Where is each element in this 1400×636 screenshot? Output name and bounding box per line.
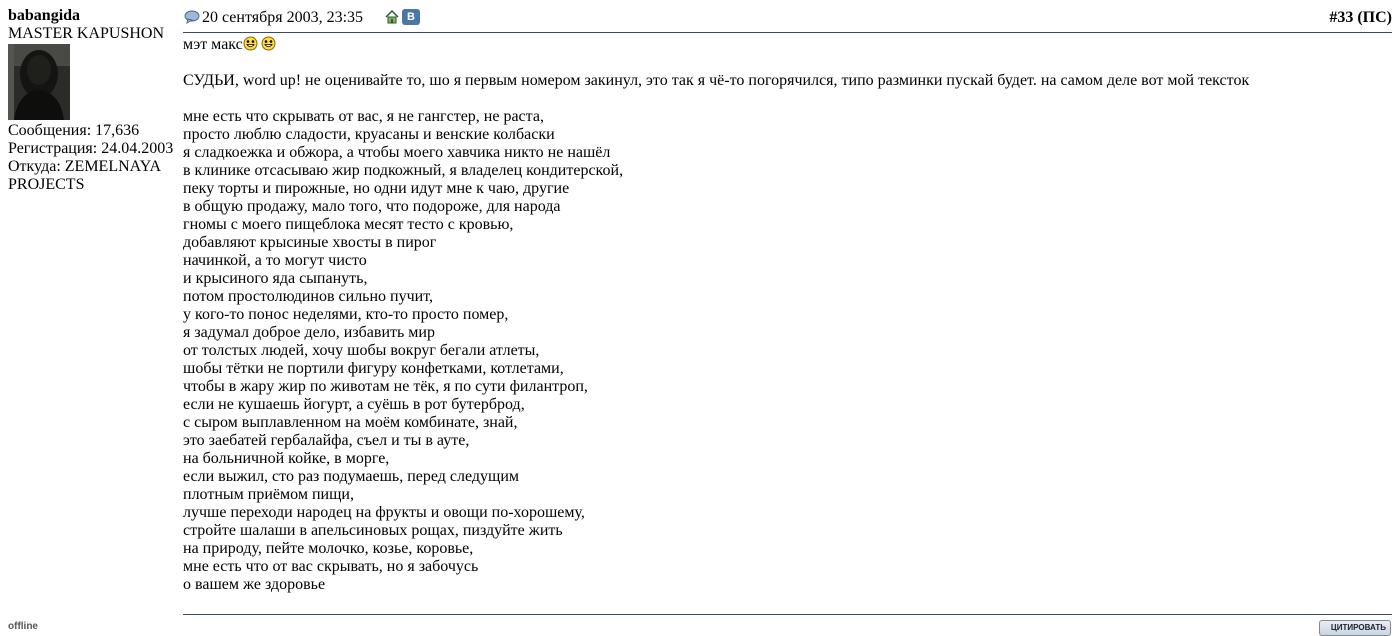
post-line: лучше переходи народец на фрукты и овощи по-хорошему, <box>183 504 585 521</box>
post-line: на природу, пейте молочко, козье, коровье, <box>183 540 474 557</box>
user-posts: Сообщения: 17,636 <box>8 122 140 139</box>
post-line: я сладкоежка и обжора, а чтобы моего хавчика никто не нашёл <box>183 144 611 161</box>
user-from: Откуда: ZEMELNAYA <box>8 158 162 175</box>
post-line: о вашем же здоровье <box>183 576 326 593</box>
footer-divider <box>183 614 1392 615</box>
user-from-cont: PROJECTS <box>8 176 85 193</box>
header-divider <box>183 32 1392 33</box>
post-line: шобы тётки не портили фигуру конфетками, котлетами, <box>183 360 564 377</box>
post-line: в общую продажу, мало того, что подороже, для народа <box>183 198 561 215</box>
quote-button[interactable]: ЦИТИРОВАТЬ <box>1319 620 1391 636</box>
post-line: в клинике отсасываю жир подкожный, я владелец кондитерской, <box>183 162 624 179</box>
post-number-close: ) <box>1386 9 1392 26</box>
user-registered: Регистрация: 24.04.2003 <box>8 140 174 157</box>
post-line: пеку торты и пирожные, но одни идут мне к чаю, другие <box>183 180 570 197</box>
post <box>183 7 1392 593</box>
post-line: и крысиного яда сыпануть, <box>183 270 368 287</box>
post-line: если не кушаешь йогурт, а суёшь в рот бутерброд, <box>183 396 525 413</box>
post-line: гномы с моего пищеблока месят тесто с кровью, <box>183 216 514 233</box>
post-line: СУДЬИ, word up! не оценивайте то, шо я первым номером закинул, это так я чё-то погорячился, типо разминки пускай будет. на самом деле вот мой тексток <box>183 72 1250 89</box>
post-text <box>183 54 1392 594</box>
post-number <box>1329 8 1392 28</box>
greeting-line <box>183 36 1392 54</box>
post-line: у кого-то понос неделями, кто-то просто помер, <box>183 306 509 323</box>
post-line: это заебатей гербалайфа, съел и ты в ауте, <box>183 432 470 449</box>
smiley-icon <box>261 36 276 51</box>
post-line: начинкой, а то могут чисто <box>183 252 367 269</box>
user-info <box>8 7 178 194</box>
greeting-text: мэт макс <box>183 36 243 53</box>
username[interactable]: babangida <box>8 7 81 24</box>
post-line: потом простолюдинов сильно пучит, <box>183 288 433 305</box>
post-header <box>183 7 1392 27</box>
post-icon <box>184 10 200 24</box>
vk-icon[interactable]: В <box>402 9 420 25</box>
post-number-link[interactable]: #33 <box>1329 9 1354 26</box>
post-line <box>183 54 1392 72</box>
post-body <box>183 36 1392 594</box>
post-line: на больничной койке, в морге, <box>183 450 390 467</box>
post-line: мне есть что от вас скрывать, но я забочусь <box>183 558 479 575</box>
avatar <box>8 44 70 120</box>
post-line: мне есть что скрывать от вас, я не гангстер, не раста, <box>183 108 544 125</box>
post-line: если выжил, сто раз подумаешь, перед следущим <box>183 468 520 485</box>
post-line: просто люблю сладости, круасаны и венские колбаски <box>183 126 555 143</box>
home-icon[interactable] <box>384 9 400 25</box>
post-line: стройте шалаши в апельсиновых рощах, пиздуйте жить <box>183 522 563 539</box>
post-line: я задумал доброе дело, избавить мир <box>183 324 435 341</box>
post-number-open: ( <box>1353 9 1363 26</box>
post-line: от толстых людей, хочу шобы вокруг бегали атлеты, <box>183 342 540 359</box>
user-title: MASTER KAPUSHON <box>8 25 165 42</box>
post-date: 20 сентября 2003, 23:35 <box>202 9 364 26</box>
ps-link[interactable]: ПС <box>1362 9 1387 26</box>
status-offline: offline <box>8 621 38 632</box>
post-line: добавляют крысиные хвосты в пирог <box>183 234 437 251</box>
post-line <box>183 90 1392 108</box>
post-line: чтобы в жару жир по животам не тёк, я по сути филантроп, <box>183 378 588 395</box>
post-line: плотным приёмом пищи, <box>183 486 354 503</box>
smiley-icon <box>243 36 258 51</box>
post-line: с сыром выплавленном на моём комбинате, знай, <box>183 414 518 431</box>
